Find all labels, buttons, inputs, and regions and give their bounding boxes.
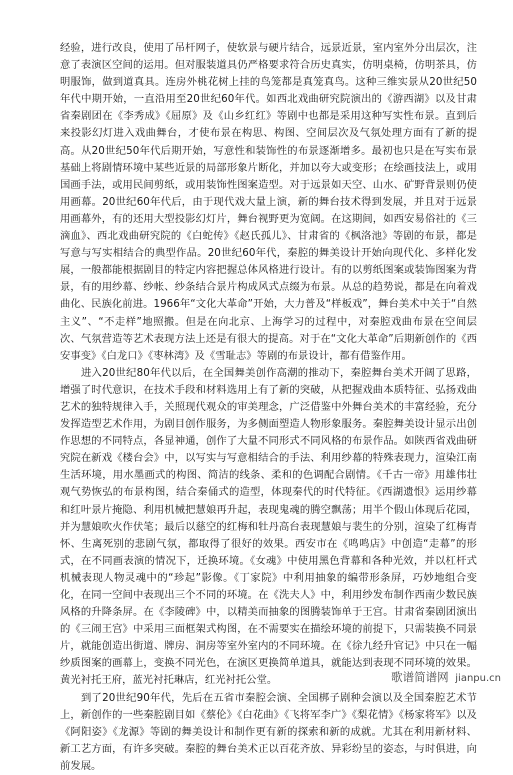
paragraph-3: 到了20世纪90年代，先后在五省市秦腔会演、全国梆子剧种会演以及全国秦腔艺术节上，新创作的一些秦腔剧目如《蔡伦》《白花曲》《飞将军李广》《梨花情》《杨家将军》以及《阿阳姿》《龙源》等剧的舞美设计和制作更有新的探索和新的成就。尤其在利用新材料、新工艺方面，有许多突破。秦腔的舞台美术正以百花齐放、异彩纷呈的姿态，与时俱进，向前发展。	[60, 691, 477, 772]
document-body	[60, 40, 477, 775]
site-watermark	[391, 669, 501, 685]
paragraph-1: 经验，进行改良，使用了吊杆网子，使软景与硬片结合，远景近景，室内室外分出层次，注意了表演区空间的运用。但对服装道具仍严格要求符合历史真实，仿明桌椅，仿明茶具，仿明服饰，做到道真具。连房外桃花树上挂的鸟笼都是真笼真鸟。这种三维实景从20世纪50年代中期开始，一直沿用至20世纪60年代。如西北戏曲研究院演出的《游西湖》以及甘肃省秦剧团在《李秀成》《屈原》及《山乡红红》等剧中也都是采用这种写实性布景。直到后来投影幻灯进入戏曲舞台，才使布景在构思、构图、空间层次及气氛处理方面有了新的提高。从20世纪50年代后期开始，写意性和装饰性的布景逐渐增多。最初也只是在写实布景基础上将剧情环境中某些近景的局部形象片断化，并加以夸大或变形；在绘画技法上，或用国画手法，或用民间剪纸，或用装饰性图案造型。对于远景如天空、山水、矿野背景则仍使用画幕。20世纪60年代后，由于现代戏大量上演，新的舞台技术得到发展，并且对于远景用画幕外，有的还用大型投影幻灯片，舞台视野更为宽阔。在这期间，如西安易俗社的《三滴血》、西北戏曲研究院的《白蛇传》《赵氏孤儿》、甘肃省的《枫洛池》等剧的布景，都是写意与写实相结合的典型作品。20世纪60年代，秦腔的舞美设计开始向现代化、多样化发展，一般都能根据剧目的特定内容把握总体风格进行设计。有的以剪纸图案或装饰图案为背景，有的用纱幕、纱帐、纱条结合景片构成风式点缀为布景。从总的趋势说，都是在向着戏曲化、民族化前进。1966年“文化大革命”开始，大力普及“样板戏”，舞台美术中关于“自然主义”、“不走样”地照搬。但是在向北京、上海学习的过程中，对秦腔戏曲布景在空间层次、气氛营造等艺术表现方法上还是有很大的提高。对于在“文化大革命”后期新创作的《西安事变》《白龙口》《枣林湾》及《雪耻志》等剧的布景设计，都有借鉴作用。	[60, 42, 477, 362]
watermark-text: 歌谱简谱网	[391, 670, 449, 684]
paragraph-2: 进入20世纪80年代以后，在全国舞美创作高潮的推动下，秦腔舞台美术开阔了思路，增强了时代意识，在技术手段和材料选用上有了新的突破，从把握戏曲本质特征、弘扬戏曲艺术的独特规律入手，关照现代观众的审美理念，广泛借鉴中外舞台美术的丰富经验，充分发挥造型艺术作用，为剧目创作服务，为多侧面塑造人物形象服务。秦腔舞美设计显示出创作思想的不同特点，各显神通，创作了大量不同形式不同风格的布景作品。如陕西省戏曲研究院在新戏《楼台会》中，以写实与写意相结合的手法、利用纱幕的特殊表现力，渲染江南生活环境，用水墨画式的构图、简洁的线条、柔和的色调配合剧情。《千古一帝》用雄伟壮观气势恢弘的布景构图，结合秦俑式的造型，体现秦代的时代特征。《西湖遗恨》运用纱幕和红叶景片掩隐、利用机械把慧娘再升起，表现鬼魂的腾空飘荡；用半个假山体现后花园，并为慧娘吹火作伏笔；最后以慈空的红梅和牡丹高台表现慧娘与裴生的分别，渲染了红梅青怀、生离死别的悲剧气氛，都取得了很好的效果。西安市在《鸣鸣店》中创造“走幕”的形式，在不同画表演的情况下，迁换环境。《女魂》中使用黑色背幕和各种光效，并以杠杆式机械表现人物灵魂中的“珍起”影像。《丁家院》中利用抽象的编带形条屏，巧妙地组合变化，在同一空间中表现出三个不同的环境。在《洗夫人》中，利用纱发布制作西南少数民族风格的升降条屏。在《李陵碑》中，以精美而抽象的图腾装饰单于王宫。甘肃省秦剧团演出的《三闹王宫》中采用三面框架式构图，在不需要实在描绘环境的前提下，只需装换不同景片，就能创造出街道、牌房、洞房等室外室内的不同环境。在《徐九经升官记》中只在一幅纱质图案的画幕上，变换不同光色，在演区更换简单道具，就能达到表现不同环境的效果。黄光衬托王府，蓝光衬托琳店，红光衬托公堂。	[60, 366, 477, 687]
watermark-domain: jianpu.cn	[455, 673, 501, 684]
